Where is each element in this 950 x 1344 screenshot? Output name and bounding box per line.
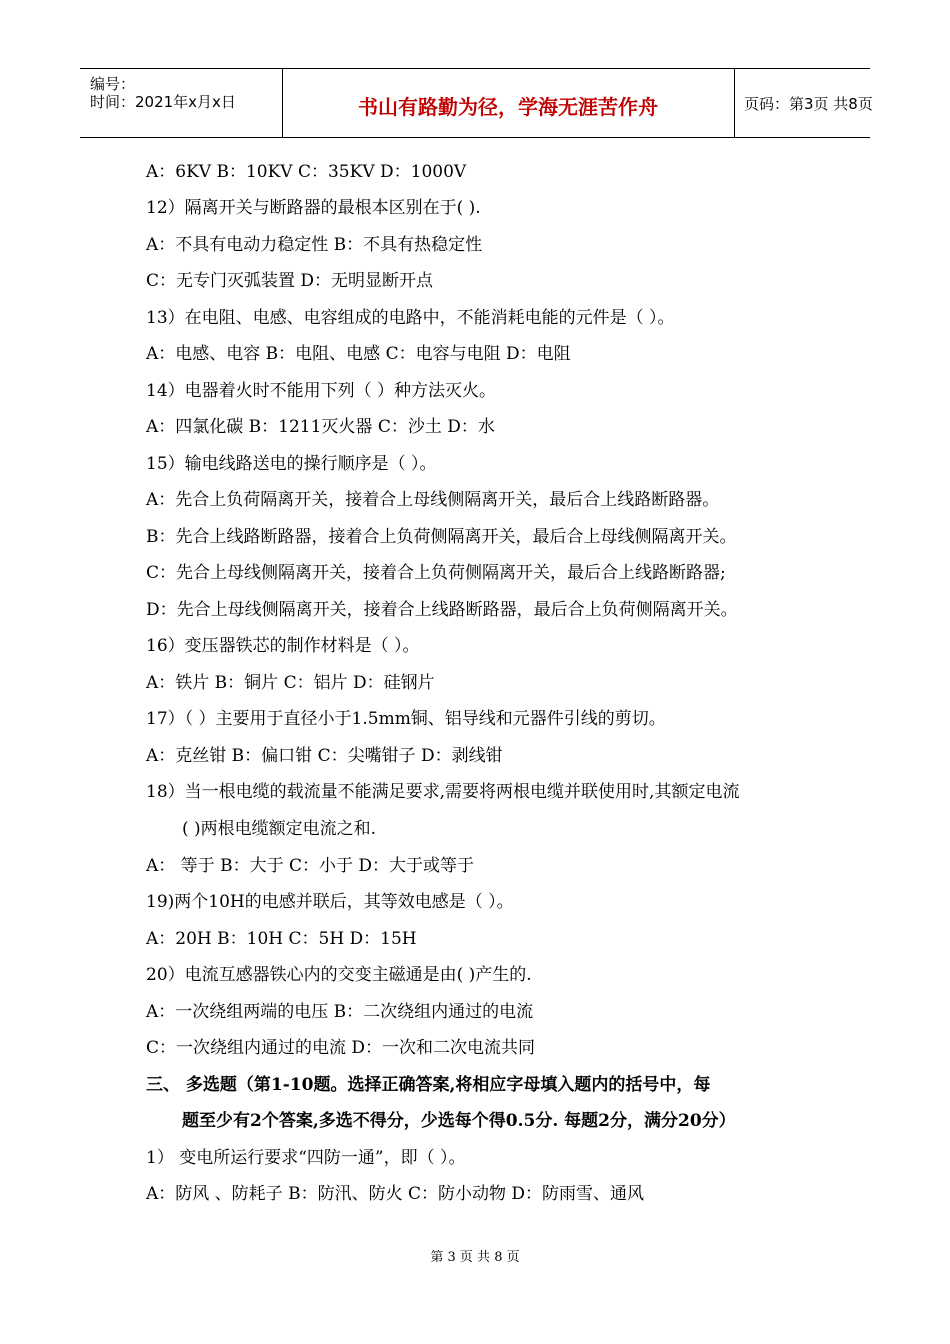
line-option-15-d: D：先合上母线侧隔离开关，接着合上线路断路器，最后合上负荷侧隔离开关。 — [146, 600, 738, 620]
line-question-18-cont: ( )两根电缆额定电流之和. — [182, 819, 377, 839]
line-mc-options-1: A：防风 、防耗子 B：防汛、防火 C：防小动物 D：防雨雪、通风 — [146, 1184, 645, 1204]
page-footer: 第 3 页 共 8 页 — [430, 1250, 520, 1265]
line-options-20-cd: C：一次绕组内通过的电流 D：一次和二次电流共同 — [146, 1038, 536, 1058]
line-options-16: A：铁片 B：铜片 C：铝片 D：硅钢片 — [146, 673, 435, 693]
section-heading: 三、 多选题（第1-10题。选择正确答案,将相应字母填入题内的括号中，每 — [146, 1075, 711, 1095]
line-question-18: 18）当一根电缆的载流量不能满足要求,需要将两根电缆并联使用时,其额定电流 — [146, 782, 740, 802]
code-label: 编号： — [90, 75, 136, 93]
line-options-19: A：20H B：10H C：5H D：15H — [146, 929, 417, 949]
line-question-20: 20）电流互感器铁心内的交变主磁通是由( )产生的. — [146, 965, 532, 985]
line-question-12: 12）隔离开关与断路器的最根本区别在于( ). — [146, 198, 481, 218]
page-header — [80, 68, 873, 138]
line-options-11: A：6KV B：10KV C：35KV D：1000V — [146, 162, 467, 182]
line-question-15: 15）输电线路送电的操行顺序是（ ）。 — [146, 454, 437, 474]
section-heading-cont: 题至少有2个答案,多选不得分，少选每个得0.5分. 每题2分，满分20分） — [182, 1111, 736, 1131]
line-option-15-c: C：先合上母线侧隔离开关，接着合上负荷侧隔离开关，最后合上线路断路器; — [146, 563, 726, 583]
header-left-cell — [80, 69, 283, 137]
line-question-19: 19)两个10H的电感并联后，其等效电感是（ ）。 — [146, 892, 514, 912]
line-question-13: 13）在电阻、电感、电容组成的电路中，不能消耗电能的元件是（ ）。 — [146, 308, 675, 328]
line-question-14: 14）电器着火时不能用下列（ ）种方法灭火。 — [146, 381, 497, 401]
header-right-cell — [734, 69, 873, 137]
line-question-17: 17）（ ）主要用于直径小于1.5mm铜、铝导线和元器件引线的剪切。 — [146, 709, 666, 729]
line-options-12-ab: A：不具有电动力稳定性 B：不具有热稳定性 — [146, 235, 483, 255]
header-motto-cell — [282, 69, 735, 137]
line-option-15-a: A：先合上负荷隔离开关，接着合上母线侧隔离开关，最后合上线路断路器。 — [146, 490, 720, 510]
line-options-17: A：克丝钳 B：偏口钳 C：尖嘴钳子 D：剥线钳 — [146, 746, 503, 766]
line-options-14: A：四氯化碳 B：1211灭火器 C：沙土 D：水 — [146, 417, 495, 437]
line-options-20-ab: A：一次绕组两端的电压 B：二次绕组内通过的电流 — [146, 1002, 534, 1022]
line-question-16: 16）变压器铁芯的制作材料是（ ）。 — [146, 636, 420, 656]
page-info: 页码：第3页 共8页 — [744, 95, 873, 113]
line-options-12-cd: C：无专门灭弧装置 D：无明显断开点 — [146, 271, 434, 291]
date-label: 时间：2021年x月x日 — [90, 93, 236, 111]
line-option-15-b: B：先合上线路断路器，接着合上负荷侧隔离开关，最后合上母线侧隔离开关。 — [146, 527, 737, 547]
line-mc-question-1: 1） 变电所运行要求“四防一通”，即（ ）。 — [146, 1148, 466, 1168]
header-motto: 书山有路勤为径，学海无涯苦作舟 — [358, 95, 658, 119]
line-options-18: A： 等于 B：大于 C：小于 D：大于或等于 — [146, 856, 475, 876]
line-options-13: A：电感、电容 B：电阻、电感 C：电容与电阻 D：电阻 — [146, 344, 571, 364]
